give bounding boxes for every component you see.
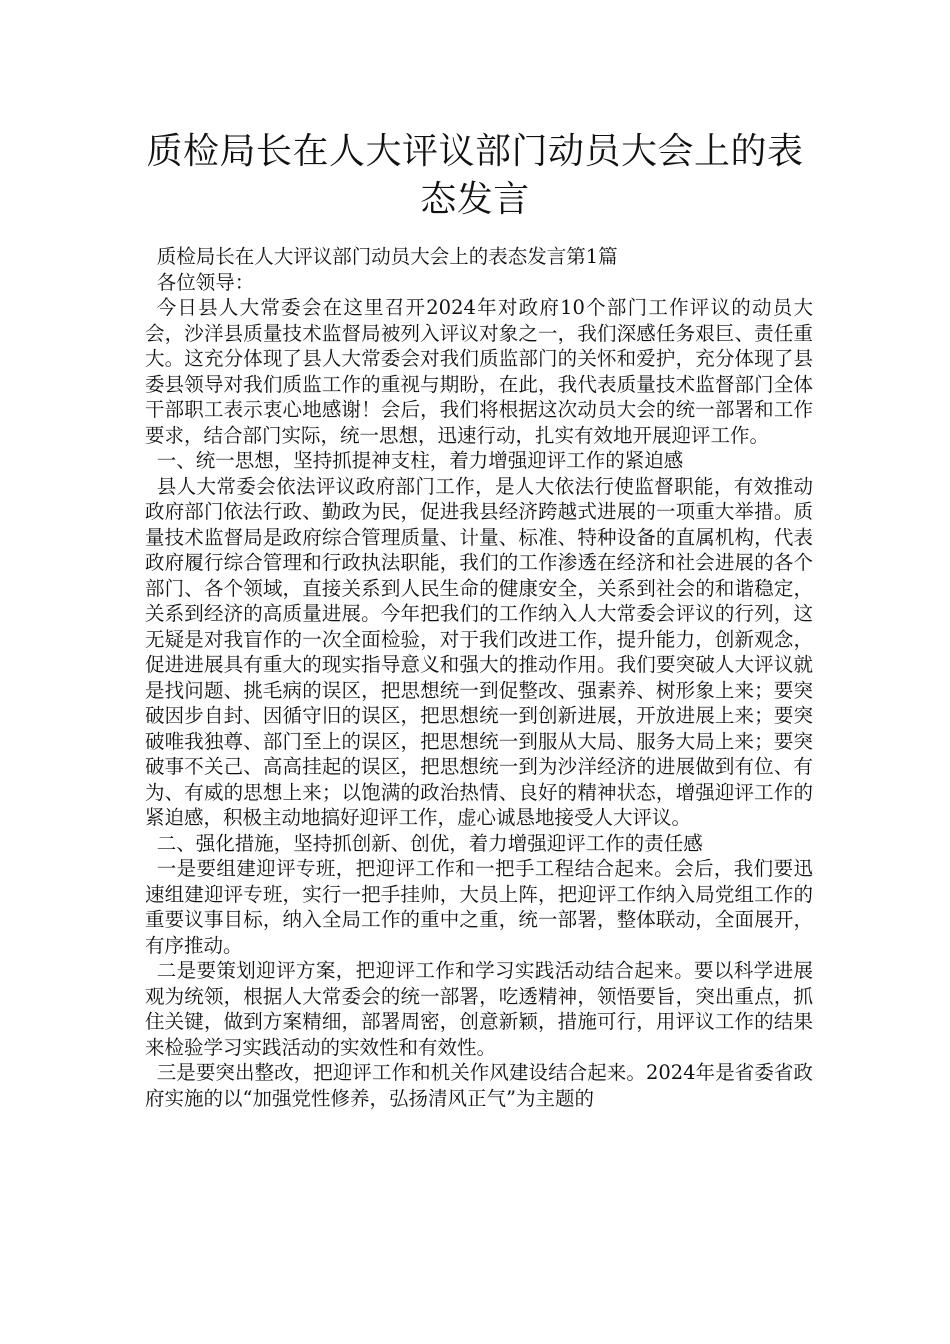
document-subtitle: 质检局长在人大评议部门动员大会上的表态发言第1篇 bbox=[156, 245, 618, 268]
section-heading-1: 一、统一思想，坚持抓提神支柱，着力增强迎评工作的紧迫感 bbox=[156, 449, 684, 472]
document-title: 质检局长在人大评议部门动员大会上的表态发言 bbox=[146, 131, 804, 220]
paragraph-measure-1: 一是要组建迎评专班，把迎评工作和一把手工程结合起来。会后，我们要迅速组建迎评专班，实行一把手挂帅，大员上阵，把迎评工作纳入局党组工作的重要议事目标，纳入全局工作的重中之重，统一部署，整体联动，全面展开，有序推动。 bbox=[145, 857, 813, 957]
paragraph-section-1: 县人大常委会依法评议政府部门工作，是人大依法行使监督职能，有效推动政府部门依法行政、勤政为民，促进我县经济跨越式进展的一项重大举措。质量技术监督局是政府综合管理质量、计量、标准、特种设备的直属机构，代表政府履行综合管理和行政执法职能，我们的工作渗透在经济和社会进展的各个部门、各个领域，直接关系到人民生命的健康安全，关系到社会的和谐稳定，关系到经济的高质量进展。今年把我们的工作纳入人大常委会评议的行列，这无疑是对我盲作的一次全面检验，对于我们改进工作，提升能力，创新观念，促进进展具有重大的现实指导意义和强大的推动作用。我们要突破人大评议就是找问题、挑毛病的误区，把思想统一到促整改、强素养、树形象上来；要突破因步自封、因循守旧的误区，把思想统一到创新进展，开放进展上来；要突破唯我独尊、部门至上的误区，把思想统一到服从大局、服务大局上来；要突破事不关己、高高挂起的误区，把思想统一到为沙洋经济的进展做到有位、有为、有威的思想上来；以饱满的政治热情、良好的精神状态，增强迎评工作的紧迫感，积极主动地搞好迎评工作，虚心诚恳地接受人大评议。 bbox=[145, 474, 813, 829]
paragraph-intro: 今日县人大常委会在这里召开2024年对政府10个部门工作评议的动员大会，沙洋县质量技术监督局被列入评议对象之一，我们深感任务艰巨、责任重大。这充分体现了县人大常委会对我们质监部门的关怀和爱护，充分体现了县委县领导对我们质监工作的重视与期盼，在此，我代表质量技术监督部门全体干部职工表示衷心地感谢！会后，我们将根据这次动员大会的统一部署和工作要求，结合部门实际，统一思想，迅速行动，扎实有效地开展迎评工作。 bbox=[145, 296, 813, 447]
paragraph-measure-2: 二是要策划迎评方案，把迎评工作和学习实践活动结合起来。要以科学进展观为统领，根据人大常委会的统一部署，吃透精神，领悟要旨，突出重点，抓住关键，做到方案精细，部署周密，创意新颖，措施可行，用评议工作的结果来检验学习实践活动的实效性和有效性。 bbox=[145, 959, 813, 1059]
document-body bbox=[145, 244, 813, 1111]
paragraph-measure-3: 三是要突出整改，把迎评工作和机关作风建设结合起来。2024年是省委省政府实施的以“加强党性修养，弘扬清风正气”为主题的 bbox=[145, 1061, 813, 1110]
salutation: 各位领导： bbox=[156, 270, 255, 294]
section-heading-2: 二、强化措施，坚持抓创新、创优，着力增强迎评工作的责任感 bbox=[156, 831, 703, 855]
